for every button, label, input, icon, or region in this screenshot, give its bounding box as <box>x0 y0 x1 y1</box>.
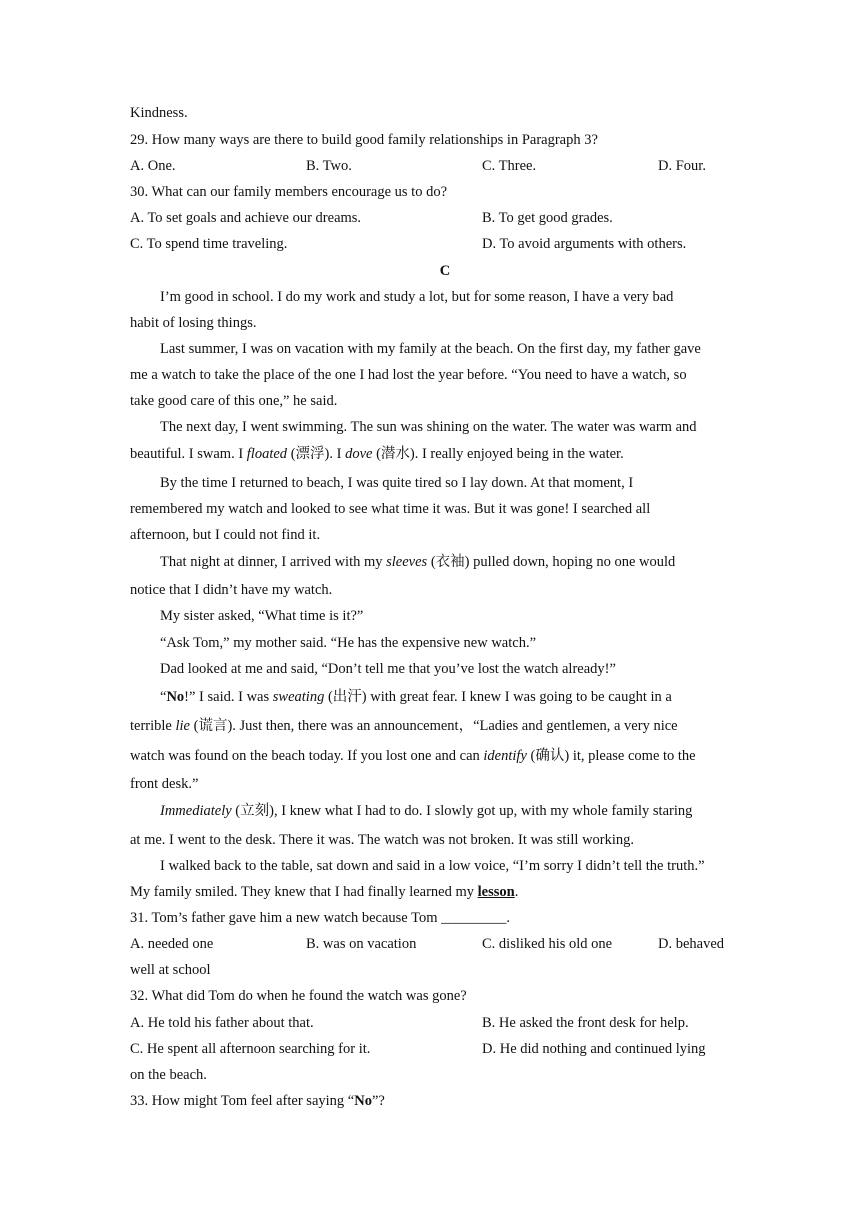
vocab-word: lie <box>175 718 190 734</box>
passage-line: I walked back to the table, sat down and said in a low voice, “I’m sorry I didn’t tell the truth.” <box>160 858 705 874</box>
text-line: Kindness. <box>130 105 188 121</box>
passage-text: !” I said. I was <box>184 689 273 705</box>
passage-line <box>130 883 518 901</box>
passage-line: My sister asked, “What time is it?” <box>160 608 364 624</box>
q30-option-c: C. To spend time traveling. <box>130 236 288 252</box>
passage-text: (潜水). I really enjoyed being in the water. <box>372 446 624 462</box>
q31-option-b: B. was on vacation <box>306 936 417 952</box>
question-29: 29. How many ways are there to build good family relationships in Paragraph 3? <box>130 132 598 148</box>
vocab-word: sleeves <box>386 554 428 570</box>
passage-line: By the time I returned to beach, I was quite tired so I lay down. At that moment, I <box>160 475 634 491</box>
passage-line: afternoon, but I could not find it. <box>130 527 321 543</box>
passage-line: notice that I didn’t have my watch. <box>130 582 333 598</box>
passage-line <box>130 445 624 463</box>
vocab-word: Immediately <box>160 803 232 819</box>
passage-line: remembered my watch and looked to see what time it was. But it was gone! I searched all <box>130 501 651 517</box>
emphasis-word: No <box>166 689 185 705</box>
q32-option-b: B. He asked the front desk for help. <box>482 1015 689 1031</box>
passage-line: “Ask Tom,” my mother said. “He has the expensive new watch.” <box>160 635 537 651</box>
passage-line: habit of losing things. <box>130 315 257 331</box>
q29-option-b: B. Two. <box>306 158 352 174</box>
passage-line <box>160 688 672 706</box>
passage-text: (立刻), I knew what I had to do. I slowly got up, with my whole family staring <box>231 803 693 819</box>
q30-option-d: D. To avoid arguments with others. <box>482 236 687 252</box>
passage-text: watch was found on the beach today. If you lost one and can <box>130 748 484 764</box>
passage-text: “ <box>160 689 167 705</box>
passage-line: The next day, I went swimming. The sun was shining on the water. The water was warm and <box>160 419 697 435</box>
q31-option-c: C. disliked his old one <box>482 936 613 952</box>
passage-text: (出汗) with great fear. I knew I was going to be caught in a <box>324 689 672 705</box>
vocab-word: floated <box>246 446 288 462</box>
vocab-word: sweating <box>272 689 325 705</box>
passage-line: front desk.” <box>130 776 199 792</box>
passage-text: My family smiled. They knew that I had finally learned my <box>130 884 478 900</box>
passage-line: Dad looked at me and said, “Don’t tell me that you’ve lost the watch already!” <box>160 661 616 677</box>
passage-line <box>130 747 696 765</box>
passage-text: (谎言). Just then, there was an announcement，“Ladies and gentlemen, a very nice <box>190 718 678 734</box>
q32-option-d: D. He did nothing and continued lying <box>482 1041 706 1057</box>
q32-option-c: C. He spent all afternoon searching for it. <box>130 1041 371 1057</box>
underlined-word: lesson <box>477 884 515 900</box>
passage-line: I’m good in school. I do my work and study a lot, but for some reason, I have a very bad <box>160 289 674 305</box>
vocab-word: dove <box>345 446 373 462</box>
passage-text: terrible <box>130 718 176 734</box>
question-30: 30. What can our family members encourage us to do? <box>130 184 448 200</box>
q32-option-d-cont: on the beach. <box>130 1067 207 1083</box>
passage-text: That night at dinner, I arrived with my <box>160 554 387 570</box>
passage-text: (衣袖) pulled down, hoping no one would <box>427 554 676 570</box>
q29-option-c: C. Three. <box>482 158 537 174</box>
passage-line: take good care of this one,” he said. <box>130 393 338 409</box>
passage-line: me a watch to take the place of the one I had lost the year before. “You need to have a watch, so <box>130 367 687 383</box>
q30-option-b: B. To get good grades. <box>482 210 613 226</box>
q31-option-d: D. behaved <box>658 936 725 952</box>
question-33 <box>130 1092 385 1110</box>
question-31: 31. Tom’s father gave him a new watch because Tom _________. <box>130 910 510 926</box>
q32-option-a: A. He told his father about that. <box>130 1015 314 1031</box>
passage-line <box>130 717 678 735</box>
section-heading: C <box>439 263 451 279</box>
q29-option-a: A. One. <box>130 158 176 174</box>
q30-option-a: A. To set goals and achieve our dreams. <box>130 210 362 226</box>
emphasis-word: No <box>354 1093 372 1109</box>
vocab-word: identify <box>483 748 527 764</box>
passage-text: (确认) it, please come to the <box>526 748 696 764</box>
passage-line: at me. I went to the desk. There it was. The watch was not broken. It was still working. <box>130 832 635 848</box>
question-text: ”? <box>371 1093 385 1109</box>
passage-text: beautiful. I swam. I <box>130 446 247 462</box>
passage-line <box>160 802 692 820</box>
passage-line <box>160 553 675 571</box>
passage-text: . <box>514 884 519 900</box>
question-32: 32. What did Tom do when he found the watch was gone? <box>130 988 467 1004</box>
question-text: 33. How might Tom feel after saying “ <box>130 1093 355 1109</box>
passage-line: Last summer, I was on vacation with my family at the beach. On the first day, my father gave <box>160 341 701 357</box>
q31-option-d-cont: well at school <box>130 962 211 978</box>
q31-option-a: A. needed one <box>130 936 214 952</box>
passage-text: (漂浮). I <box>287 446 346 462</box>
q29-option-d: D. Four. <box>658 158 706 174</box>
